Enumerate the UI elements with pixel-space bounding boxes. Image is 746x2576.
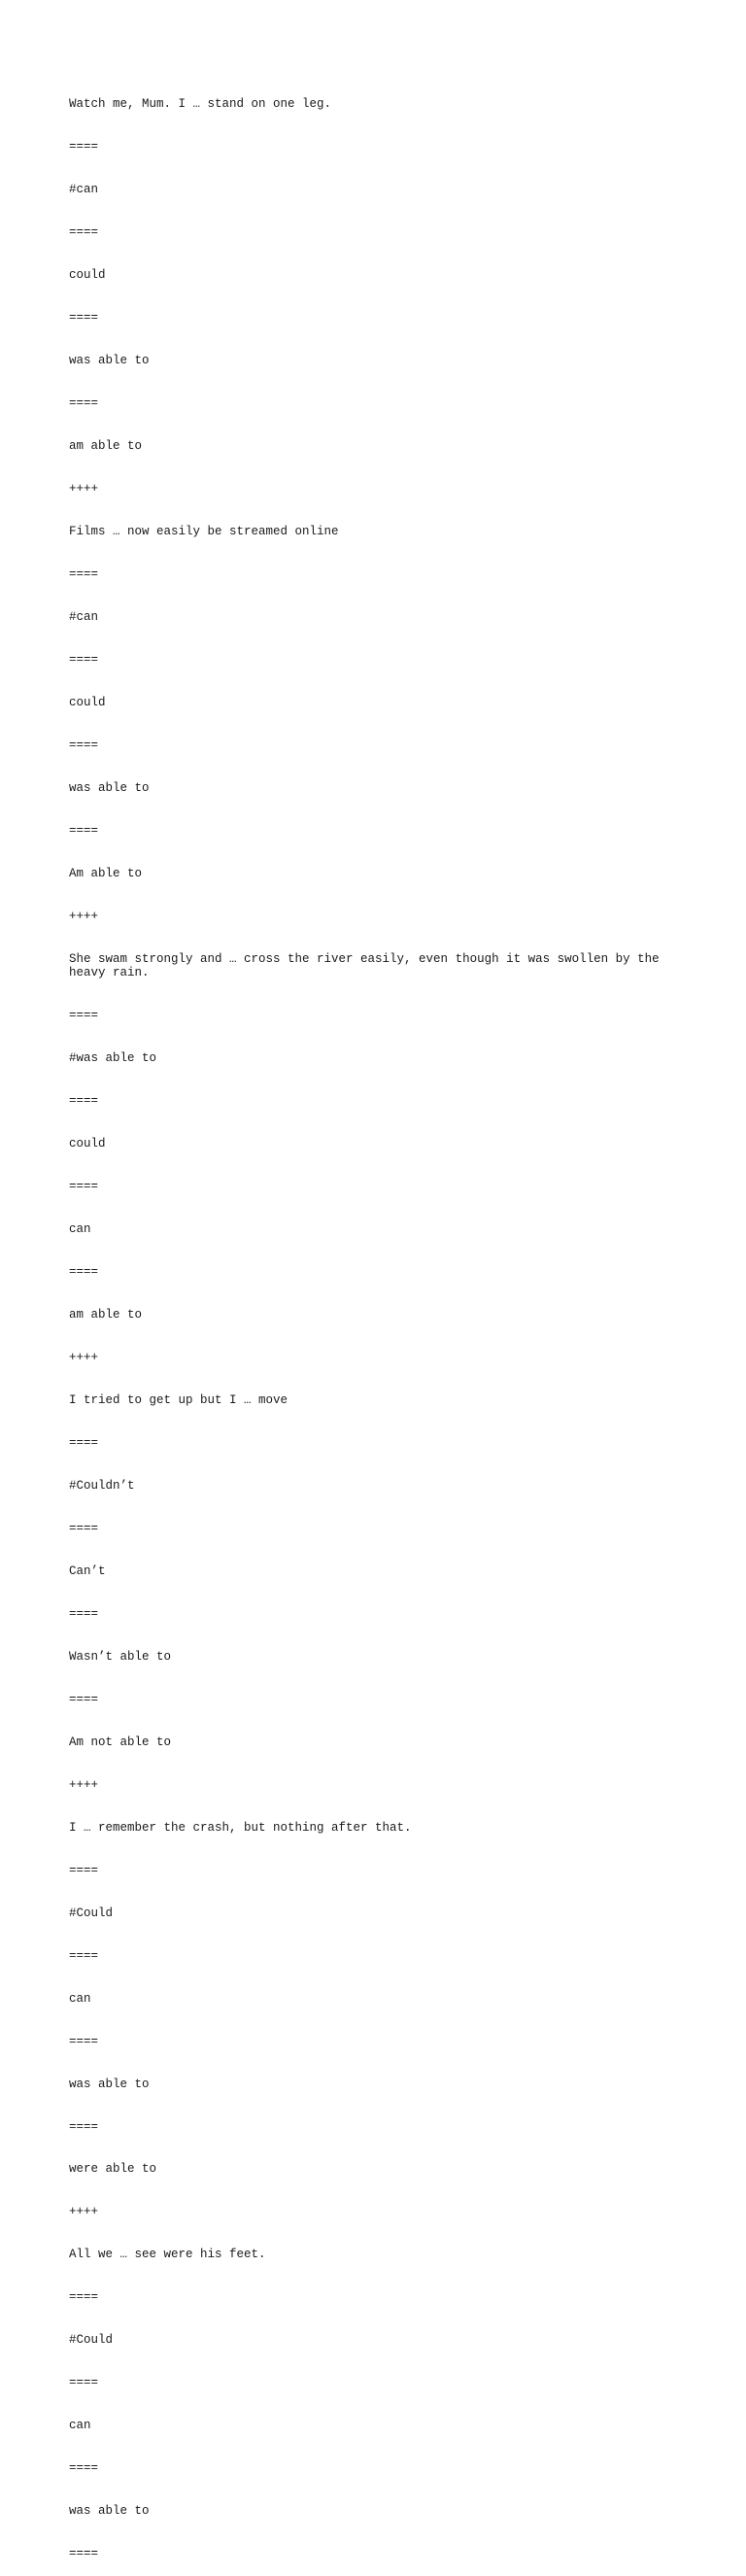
- text-line: was able to: [69, 780, 150, 795]
- separator-line: ====: [69, 823, 99, 838]
- text-line: All we … see were his feet.: [69, 2248, 266, 2262]
- text-line: I … remember the crash, but nothing after that.: [69, 1820, 412, 1835]
- text-line: Can’t: [69, 1563, 106, 1578]
- separator-line: ====: [69, 1094, 99, 1109]
- separator-line: ====: [69, 567, 99, 581]
- text-line: #Could: [69, 1906, 114, 1920]
- separator-line: ====: [69, 738, 99, 752]
- separator-line: ++++: [69, 2205, 99, 2219]
- text-line: Wasn’t able to: [69, 1649, 172, 1664]
- text-line: can: [69, 1222, 91, 1237]
- text-line: am able to: [69, 1308, 143, 1322]
- separator-line: ====: [69, 1606, 99, 1621]
- separator-line: ====: [69, 1521, 99, 1535]
- text-line: could: [69, 268, 106, 283]
- text-line: Watch me, Mum. I … stand on one leg.: [69, 97, 332, 112]
- separator-line: ====: [69, 2376, 99, 2390]
- text-line: She swam strongly and … cross the river easily, even though it was swollen by the heavy rain.: [69, 951, 667, 980]
- text-line: was able to: [69, 354, 150, 368]
- separator-line: ++++: [69, 1351, 99, 1365]
- text-line: am able to: [69, 439, 143, 454]
- separator-line: ====: [69, 1863, 99, 1877]
- text-line: was able to: [69, 2504, 150, 2519]
- text-line: can: [69, 1991, 91, 2006]
- separator-line: ++++: [69, 909, 99, 923]
- text-line: #Could: [69, 2333, 114, 2348]
- separator-line: ++++: [69, 482, 99, 497]
- text-line: #Couldn’t: [69, 1478, 135, 1493]
- separator-line: ====: [69, 225, 99, 240]
- separator-line: ====: [69, 311, 99, 326]
- text-line: Films … now easily be streamed online: [69, 525, 339, 538]
- separator-line: ====: [69, 1948, 99, 1963]
- text-line: could: [69, 695, 106, 709]
- separator-line: ====: [69, 1009, 99, 1023]
- separator-line: ====: [69, 1692, 99, 1706]
- separator-line: ====: [69, 2119, 99, 2134]
- separator-line: ====: [69, 140, 99, 155]
- text-line: can: [69, 2419, 91, 2433]
- text-line: #can: [69, 183, 99, 197]
- text-line: Am able to: [69, 866, 143, 880]
- separator-line: ====: [69, 1436, 99, 1450]
- text-line: could: [69, 1137, 106, 1151]
- separator-line: ====: [69, 2290, 99, 2305]
- text-line: #can: [69, 609, 99, 624]
- separator-line: ====: [69, 2547, 99, 2561]
- separator-line: ++++: [69, 1777, 99, 1792]
- separator-line: ====: [69, 652, 99, 667]
- text-line: were able to: [69, 2162, 157, 2177]
- separator-line: ====: [69, 1180, 99, 1194]
- document-page: [69, 69, 671, 2576]
- text-line: was able to: [69, 2077, 150, 2091]
- text-line: #was able to: [69, 1051, 157, 1066]
- text-line: Am not able to: [69, 1735, 172, 1749]
- separator-line: ====: [69, 2461, 99, 2476]
- separator-line: ====: [69, 1265, 99, 1280]
- separator-line: ====: [69, 396, 99, 411]
- text-line: I tried to get up but I … move: [69, 1393, 288, 1408]
- separator-line: ====: [69, 2034, 99, 2048]
